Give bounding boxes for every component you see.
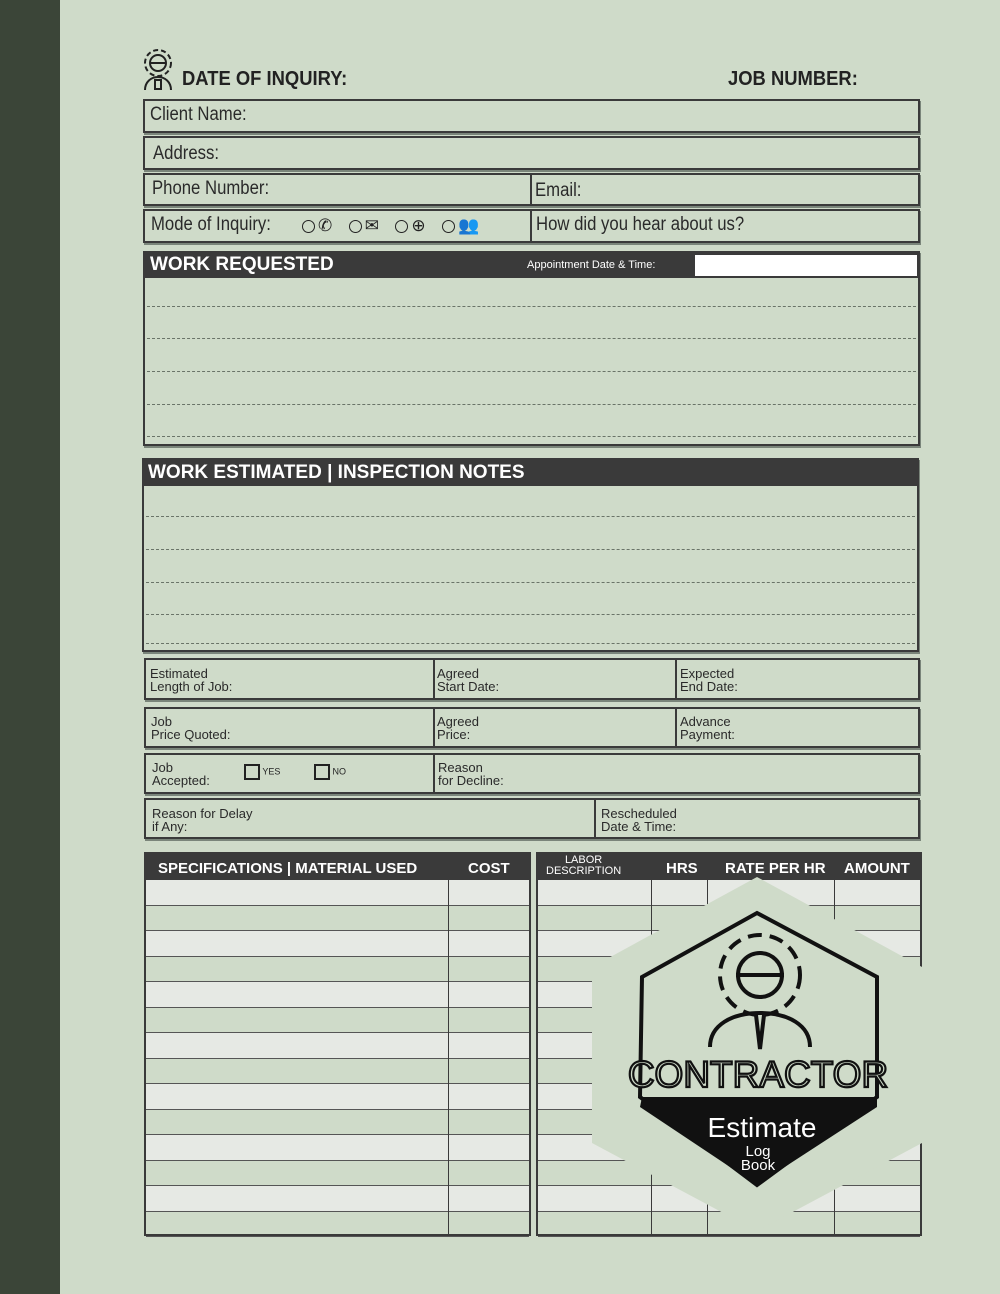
address-label: Address:	[153, 143, 219, 164]
work-requested-header	[145, 253, 918, 278]
address-field[interactable]	[143, 136, 920, 170]
table-row[interactable]	[146, 931, 529, 957]
advance-payment-field[interactable]: Advance Payment:	[680, 714, 735, 742]
work-estimated-header	[144, 460, 917, 486]
appointment-input[interactable]	[695, 255, 917, 276]
labor-col-rate: RATE PER HR	[725, 860, 826, 877]
table-row[interactable]	[146, 1186, 529, 1212]
job-accepted-label: Job Accepted:	[152, 760, 210, 788]
table-row[interactable]	[146, 1084, 529, 1110]
work-requested-section[interactable]	[143, 251, 920, 446]
materials-col-spec: SPECIFICATIONS | MATERIAL USED	[158, 860, 418, 877]
table-row[interactable]	[146, 1135, 529, 1161]
badge-line2: Book	[740, 1157, 776, 1174]
labor-col-amount: AMOUNT	[844, 860, 910, 877]
radio-mail[interactable]	[349, 220, 362, 233]
table-row[interactable]	[146, 1212, 529, 1238]
phone-label: Phone Number:	[152, 178, 270, 199]
no-checkbox[interactable]	[314, 764, 330, 780]
radio-web[interactable]	[395, 220, 408, 233]
acceptance-row	[144, 753, 920, 794]
contractor-badge	[590, 875, 924, 1233]
price-quoted-field[interactable]: Job Price Quoted:	[151, 714, 231, 742]
column-divider	[448, 880, 449, 1234]
delay-reason-field[interactable]: Reason for Delay if Any:	[152, 806, 253, 834]
contractor-gear-icon	[137, 45, 179, 95]
badge-line1: Log	[745, 1143, 771, 1160]
work-requested-title: WORK REQUESTED	[150, 254, 334, 275]
rescheduled-field[interactable]: Rescheduled Date & Time:	[601, 806, 677, 834]
table-row[interactable]	[146, 1033, 529, 1059]
table-row[interactable]	[146, 906, 529, 932]
delay-row	[144, 798, 920, 839]
table-row[interactable]	[146, 1110, 529, 1136]
table-row[interactable]	[146, 1059, 529, 1085]
date-of-inquiry-label: DATE OF INQUIRY:	[182, 68, 348, 90]
materials-col-cost: COST	[468, 860, 510, 877]
table-row[interactable]	[146, 1161, 529, 1187]
no-label: NO	[332, 766, 347, 777]
hear-about-label: How did you hear about us?	[536, 214, 745, 235]
email-label: Email:	[535, 180, 582, 201]
badge-subtitle: Estimate	[707, 1112, 817, 1143]
mode-label: Mode of Inquiry:	[151, 214, 271, 235]
decline-reason-field[interactable]: Reason for Decline:	[438, 760, 504, 788]
labor-col-hrs: HRS	[666, 860, 698, 877]
people-icon: 👥	[458, 216, 480, 235]
work-estimated-title: WORK ESTIMATED | INSPECTION NOTES	[148, 462, 525, 483]
materials-header	[146, 854, 529, 880]
price-row	[144, 707, 920, 748]
mail-icon: ✉	[364, 216, 379, 235]
client-name-field[interactable]	[143, 99, 920, 133]
badge-title: CONTRACTOR	[627, 1054, 889, 1095]
client-name-label: Client Name:	[150, 104, 247, 125]
appointment-label: Appointment Date & Time:	[527, 259, 656, 271]
yes-checkbox[interactable]	[244, 764, 260, 780]
radio-in-person[interactable]	[442, 220, 455, 233]
phone-email-row	[143, 173, 920, 206]
job-number-label: JOB NUMBER:	[728, 68, 858, 90]
table-row[interactable]	[146, 957, 529, 983]
table-row[interactable]	[146, 880, 529, 906]
work-estimated-section[interactable]	[142, 458, 919, 652]
yes-label: YES	[262, 766, 281, 777]
phone-icon: ✆	[318, 216, 333, 235]
labor-col-desc-a: LABOR	[564, 854, 603, 866]
table-row[interactable]	[146, 982, 529, 1008]
agreed-price-field[interactable]: Agreed Price:	[437, 714, 479, 742]
dates-row	[144, 658, 920, 700]
table-row[interactable]	[146, 1008, 529, 1034]
radio-phone[interactable]	[302, 220, 315, 233]
expected-end-field[interactable]: Expected End Date:	[680, 666, 738, 694]
mode-row	[143, 209, 920, 243]
book-spine	[0, 0, 60, 1294]
labor-col-desc-b: DESCRIPTION	[546, 865, 622, 877]
globe-icon: ⊕	[411, 216, 426, 235]
materials-table	[144, 852, 531, 1236]
agreed-start-field[interactable]: Agreed Start Date:	[437, 666, 500, 694]
estimated-length-field[interactable]: Estimated Length of Job:	[150, 666, 233, 694]
